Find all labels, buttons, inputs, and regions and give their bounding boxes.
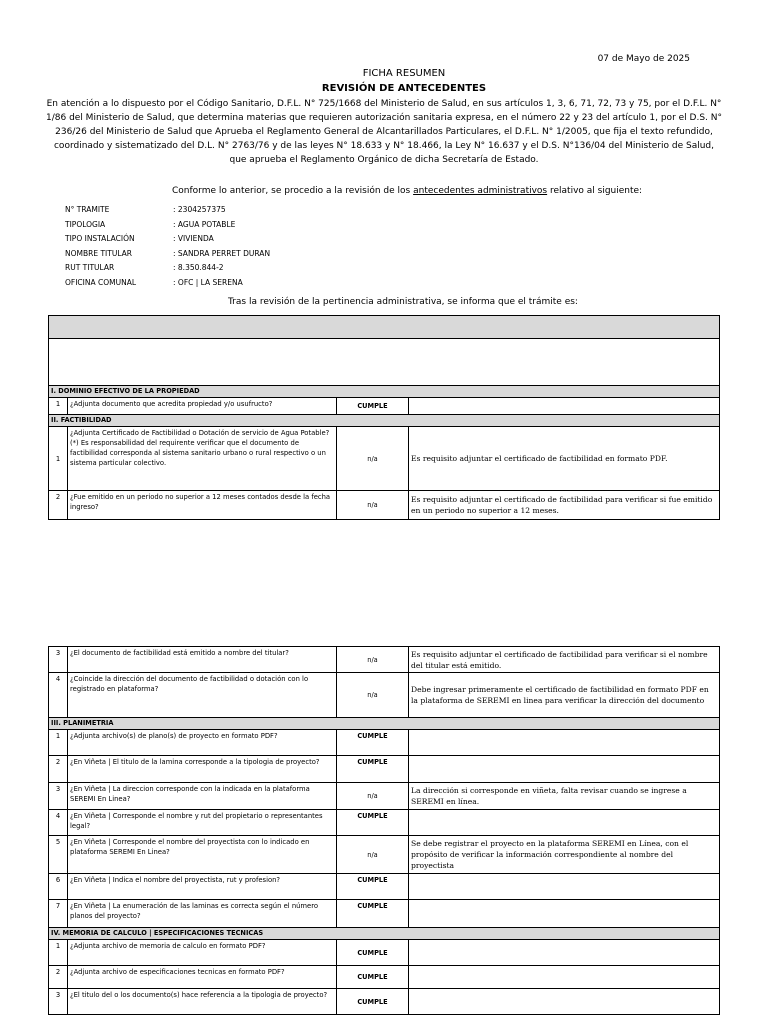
conforme-underlined: antecedentes administrativos [413,186,548,196]
section-header: II. FACTIBILIDAD [49,415,720,427]
table-row [49,874,720,900]
row-observation [409,989,720,1015]
table-row [49,427,720,491]
row-number: 1 [49,427,68,491]
section-header: III. PLANIMETRIA [49,718,720,730]
table-row [49,730,720,756]
row-observation [409,730,720,756]
info-value: : SANDRA PERRET DURAN [173,248,271,258]
intro-paragraph: En atención a lo dispuesto por el Código Sanitario, D.F.L. N° 725/1668 del Ministerio de Salud, en sus artículos 1, 3, 6, 71, 72, 73 y 75, por el D.F.L. N° 1/86 del Ministerio de Salud, que determina materias que requieren autorización sanitaria expresa, en el número 22 y 23 del artículo 1, por el D.S. N° 236/26 del Ministerio de Salud que Aprueba el Reglamento General de Alcantarillados Particulares, el D.F.L. N° 1/2005, que fija el texto refundido, coordinado y sistematizado del D.L. N° 2763/76 y de las leyes N° 18.633 y N° 18.466, la Ley N° 16.637 y el D.S. N°136/04 del Ministerio de Salud, que aprueba el Reglamento Orgánico de dicha Secretaría de Estado. [46,99,722,165]
row-question: ¿Adjunta documento que acredita propiedad y/o usufructo? [68,398,337,415]
info-key: NOMBRE TITULAR [65,248,133,258]
row-observation [409,398,720,415]
row-question: ¿Coincide la dirección del documento de factibilidad o dotación con lo registrado en plataforma? [68,673,337,718]
document-date: 07 de Mayo de 2025 [597,54,690,64]
row-number: 4 [49,673,68,718]
row-number: 3 [49,783,68,810]
conforme-post: relativo al siguiente: [547,186,643,196]
info-row [65,278,270,293]
tramite-info [65,205,270,293]
table-row [49,647,720,673]
info-value: : OFC | LA SERENA [173,277,243,287]
result-header-row [49,316,720,339]
info-key: TIPO INSTALACIÓN [65,234,135,244]
row-status: n/a [337,491,409,520]
info-key: TIPOLOGIA [65,219,106,229]
row-question: ¿En Viñeta | Corresponde el nombre y rut del propietario o representantes legal? [68,810,337,836]
table-row [49,989,720,1015]
row-question: ¿Adjunta archivo de memoria de calculo en formato PDF? [68,940,337,966]
table-row [49,756,720,783]
row-number: 7 [49,900,68,928]
row-question: ¿En Viñeta | La direccion corresponde con la indicada en la plataforma SEREMI En Linea? [68,783,337,810]
row-question: ¿En Viñeta | La enumeración de las laminas es correcta según el número planos del proyecto? [68,900,337,928]
table-row [49,810,720,836]
row-status: n/a [337,647,409,673]
info-value: : 2304257375 [173,205,226,214]
row-observation: Debe ingresar primeramente el certificado de factibilidad en formato PDF en la plataforma de SEREMI en linea para verificar la dirección del documento [409,673,720,718]
row-status: n/a [337,673,409,718]
conforme-pre: Conforme lo anterior, se procedio a la revisión de los [172,186,414,196]
row-number: 3 [49,647,68,673]
row-observation: Se debe registrar el proyecto en la plataforma SEREMI en Línea, con el propósito de verificar la información correspondiente al nombre del proyectista [409,836,720,874]
conforme-paragraph [172,186,642,196]
result-intro: Tras la revisión de la pertinencia administrativa, se informa que el trámite es: [228,297,578,307]
row-observation [409,756,720,783]
row-status: CUMPLE [337,900,409,928]
row-question: ¿En Viñeta | El titulo de la lamina corresponde a la tipologia de proyecto? [68,756,337,783]
info-row [65,263,270,278]
info-value: : AGUA POTABLE [173,219,236,229]
row-question: ¿En Viñeta | Indica el nombre del proyectista, rut y profesion? [68,874,337,900]
table-row [49,398,720,415]
row-status: CUMPLE [337,966,409,989]
review-table-part1 [48,315,720,520]
info-key: RUT TITULAR [65,263,115,273]
info-key: N° TRAMITE [65,205,110,214]
row-number: 1 [49,398,68,415]
row-status: CUMPLE [337,810,409,836]
row-number: 1 [49,730,68,756]
table-row [49,783,720,810]
row-number: 4 [49,810,68,836]
info-value: : 8.350.844-2 [173,263,224,273]
row-observation [409,810,720,836]
row-number: 2 [49,966,68,989]
row-question: ¿Adjunta archivo(s) de plano(s) de proyecto en formato PDF? [68,730,337,756]
result-value-row [49,339,720,386]
row-number: 1 [49,940,68,966]
row-observation: Es requisito adjuntar el certificado de factibilidad para verificar si el nombre del titular está emitido. [409,647,720,673]
row-question: ¿En Viñeta | Corresponde el nombre del proyectista con lo indicado en plataforma SEREMI En Linea? [68,836,337,874]
info-row [65,205,270,220]
row-question: ¿Adjunta archivo de especificaciones tecnicas en formato PDF? [68,966,337,989]
table-row [49,940,720,966]
review-table-part2 [48,646,720,1015]
row-status: CUMPLE [337,940,409,966]
row-status: n/a [337,427,409,491]
row-number: 2 [49,491,68,520]
row-status: CUMPLE [337,756,409,783]
table-row [49,836,720,874]
info-row [65,249,270,264]
section-header: IV. MEMORIA DE CALCULO | ESPECIFICACIONES TECNICAS [49,928,720,940]
row-number: 2 [49,756,68,783]
row-number: 3 [49,989,68,1015]
row-observation [409,966,720,989]
result-value-cell [49,339,720,386]
table-row [49,966,720,989]
table-row [49,900,720,928]
row-question: ¿El titulo del o los documento(s) hace referencia a la tipologia de proyecto? [68,989,337,1015]
row-status: n/a [337,783,409,810]
row-observation: La dirección si corresponde en viñeta, falta revisar cuando se ingrese a SEREMI en línea. [409,783,720,810]
row-observation: Es requisito adjuntar el certificado de factibilidad en formato PDF. [409,427,720,491]
info-row [65,234,270,249]
row-question: ¿El documento de factibilidad está emitido a nombre del titular? [68,647,337,673]
result-header-cell [49,316,720,339]
row-question: ¿Adjunta Certificado de Factibilidad o Dotación de servicio de Agua Potable? (*) Es responsabilidad del requirente verificar que el documento de factibilidad corresponda al sistema sanitario urbano o rural respectivo o un sistema particular colectivo. [68,427,337,491]
row-observation [409,874,720,900]
table-row [49,491,720,520]
row-status: CUMPLE [337,989,409,1015]
row-number: 6 [49,874,68,900]
info-key: OFICINA COMUNAL [65,277,137,287]
row-status: CUMPLE [337,730,409,756]
document-subtitle: REVISIÓN DE ANTECEDENTES [321,83,487,94]
row-question: ¿Fue emitido en un periodo no superior a 12 meses contados desde la fecha ingreso? [68,491,337,520]
row-number: 5 [49,836,68,874]
row-status: n/a [337,836,409,874]
document-title: FICHA RESUMEN [362,68,446,79]
table-row [49,673,720,718]
row-observation: Es requisito adjuntar el certificado de factibilidad para verificar si fue emitido en un periodo no superior a 12 meses. [409,491,720,520]
info-row [65,220,270,235]
info-value: : VIVIENDA [173,234,214,244]
row-status: CUMPLE [337,874,409,900]
row-status: CUMPLE [337,398,409,415]
row-observation [409,940,720,966]
section-header: I. DOMINIO EFECTIVO DE LA PROPIEDAD [49,386,720,398]
row-observation [409,900,720,928]
